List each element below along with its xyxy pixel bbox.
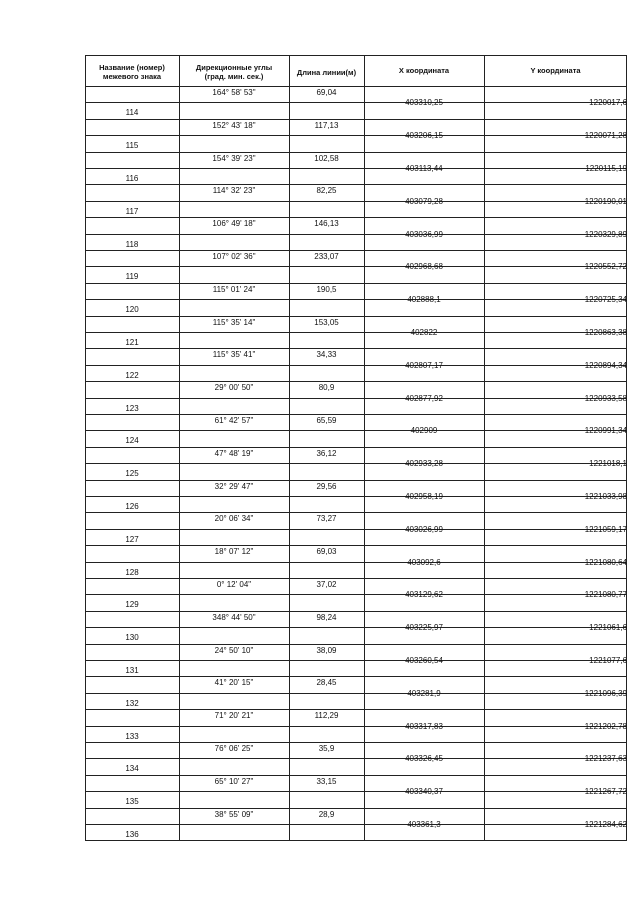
row-divider xyxy=(85,447,627,448)
point-name-cell: 130 xyxy=(125,633,139,643)
header-y: Y координата xyxy=(530,66,581,75)
direction-angle-cell: 32° 29' 47" xyxy=(214,481,254,491)
x-coordinate-cell: 402909 xyxy=(410,426,438,436)
line-length-cell: 190,5 xyxy=(316,284,337,294)
x-coordinate-cell: 402958,19 xyxy=(405,492,443,501)
line-length-cell: 34,33 xyxy=(316,350,337,360)
y-coordinate-cell: 1220991,34 xyxy=(584,426,627,436)
x-coordinate-cell: 403260,54 xyxy=(405,656,443,665)
x-coordinate-cell: 402888,1 xyxy=(407,295,441,305)
y-coordinate-cell: 1221237,63 xyxy=(584,754,627,764)
header-angle-line2: (град. мин. сек.) xyxy=(204,72,264,81)
point-name-cell: 123 xyxy=(125,403,139,413)
point-name-cell: 125 xyxy=(125,469,139,479)
row-divider xyxy=(85,184,627,185)
line-length-cell: 38,09 xyxy=(316,645,337,655)
x-coordinate-cell: 403326,45 xyxy=(405,754,443,764)
direction-angle-cell: 38° 55' 09" xyxy=(214,809,254,819)
direction-angle-cell: 115° 35' 41" xyxy=(212,350,256,360)
point-name-cell: 132 xyxy=(125,698,139,708)
direction-angle-cell: 164° 58' 53" xyxy=(212,88,256,97)
x-coordinate-cell: 403206,15 xyxy=(405,131,443,141)
point-name-cell: 128 xyxy=(125,567,139,577)
header-name-line2: межевого знака xyxy=(102,72,162,81)
direction-angle-cell: 115° 01' 24" xyxy=(212,284,256,294)
x-coordinate-cell: 403310,25 xyxy=(405,98,443,108)
row-divider xyxy=(85,414,627,415)
direction-angle-cell: 106° 49' 18" xyxy=(212,219,256,229)
x-coordinate-cell: 402877,92 xyxy=(405,393,443,403)
header-angle xyxy=(179,63,289,81)
point-name-cell: 116 xyxy=(125,174,139,183)
y-coordinate-cell: 1220725,34 xyxy=(584,295,627,305)
point-name-cell: 127 xyxy=(125,534,139,544)
x-coordinate-cell: 403225,97 xyxy=(405,623,443,633)
line-length-cell: 82,25 xyxy=(316,186,337,196)
row-divider xyxy=(85,709,627,710)
x-coordinate-cell: 403361,3 xyxy=(407,820,441,829)
point-name-cell: 134 xyxy=(125,764,139,774)
line-length-cell: 153,05 xyxy=(314,317,339,327)
y-coordinate-cell: 1221096,39 xyxy=(584,688,627,698)
row-divider xyxy=(85,250,627,251)
y-coordinate-cell: 1220115,19 xyxy=(585,164,627,173)
point-name-cell: 118 xyxy=(125,239,139,249)
point-name-cell: 119 xyxy=(125,272,139,282)
y-coordinate-cell: 1221080,77 xyxy=(584,590,627,600)
point-name-cell: 114 xyxy=(125,108,139,118)
y-coordinate-cell: 1221059,17 xyxy=(584,524,627,534)
x-coordinate-cell: 402968,68 xyxy=(405,262,443,272)
line-length-cell: 28,45 xyxy=(316,678,337,688)
y-coordinate-cell: 1220071,28 xyxy=(584,131,627,141)
row-divider xyxy=(85,381,627,382)
row-divider xyxy=(85,55,627,56)
direction-angle-cell: 29° 00' 50" xyxy=(214,383,254,393)
row-divider xyxy=(85,676,627,677)
line-length-cell: 69,04 xyxy=(316,88,337,97)
x-coordinate-cell: 403079,28 xyxy=(405,196,443,206)
y-coordinate-cell: 1221033,98 xyxy=(584,492,627,501)
y-coordinate-cell: 1221202,78 xyxy=(584,721,627,731)
y-coordinate-cell: 1220329,89 xyxy=(584,229,627,239)
direction-angle-cell: 61° 42' 57" xyxy=(214,416,254,425)
y-coordinate-cell: 1221267,72 xyxy=(584,787,627,797)
x-coordinate-cell: 403340,37 xyxy=(405,787,443,797)
row-divider xyxy=(85,119,627,120)
line-length-cell: 73,27 xyxy=(316,514,337,524)
row-divider xyxy=(85,152,627,153)
point-name-cell: 133 xyxy=(125,731,139,741)
line-length-cell: 28,9 xyxy=(318,809,335,819)
row-divider xyxy=(85,545,627,546)
line-length-cell: 35,9 xyxy=(318,744,335,753)
direction-angle-cell: 154° 39' 23" xyxy=(212,153,256,163)
line-length-cell: 36,12 xyxy=(316,448,337,458)
point-name-cell: 129 xyxy=(125,600,139,610)
row-divider xyxy=(85,348,627,349)
line-length-cell: 29,56 xyxy=(316,481,337,491)
line-length-cell: 98,24 xyxy=(316,612,337,622)
y-coordinate-cell: 1220933,58 xyxy=(584,393,627,403)
line-length-cell: 69,03 xyxy=(316,547,337,557)
x-coordinate-cell: 402807,17 xyxy=(405,360,443,370)
row-divider xyxy=(85,644,627,645)
y-coordinate-cell: 1221061,6 xyxy=(589,623,627,633)
header-x: X координата xyxy=(398,66,450,75)
direction-angle-cell: 18° 07' 12" xyxy=(214,547,254,557)
header-name-line1: Название (номер) xyxy=(99,63,165,72)
boundary-coordinates-table xyxy=(85,55,627,841)
y-coordinate-cell: 1220552,72 xyxy=(584,262,627,272)
x-coordinate-cell: 403129,62 xyxy=(405,590,443,600)
direction-angle-cell: 24° 50' 10" xyxy=(214,645,254,655)
point-name-cell: 120 xyxy=(125,305,139,315)
point-name-cell: 131 xyxy=(125,666,139,675)
row-divider xyxy=(85,775,627,776)
direction-angle-cell: 65° 10' 27" xyxy=(214,776,254,786)
y-coordinate-cell: 1221018,1 xyxy=(589,459,627,469)
y-coordinate-cell: 1221284,62 xyxy=(584,820,627,829)
line-length-cell: 146,13 xyxy=(314,219,339,229)
y-coordinate-cell: 1220017,6 xyxy=(589,98,627,108)
row-divider xyxy=(85,86,627,87)
point-name-cell: 135 xyxy=(125,797,139,807)
line-length-cell: 37,02 xyxy=(316,580,337,589)
column-divider xyxy=(85,55,86,841)
x-coordinate-cell: 402933,28 xyxy=(405,459,443,469)
row-divider xyxy=(85,480,627,481)
header-angle-line1: Дирекционные углы xyxy=(195,63,273,72)
direction-angle-cell: 115° 35' 14" xyxy=(212,317,256,327)
line-length-cell: 233,07 xyxy=(314,252,339,261)
x-coordinate-cell: 403092,6 xyxy=(407,557,441,567)
row-divider xyxy=(85,283,627,284)
row-divider xyxy=(85,217,627,218)
point-name-cell: 124 xyxy=(125,436,139,446)
point-name-cell: 122 xyxy=(125,370,139,380)
direction-angle-cell: 114° 32' 23" xyxy=(212,186,256,196)
header-name xyxy=(85,63,179,81)
y-coordinate-cell: 1221077,6 xyxy=(589,656,627,665)
line-length-cell: 102,58 xyxy=(314,153,339,163)
row-divider xyxy=(85,512,627,513)
y-coordinate-cell: 1220190,01 xyxy=(584,196,627,206)
line-length-cell: 80,9 xyxy=(318,383,335,393)
line-length-cell: 117,13 xyxy=(314,120,339,130)
y-coordinate-cell: 1220863,38 xyxy=(584,328,627,337)
x-coordinate-cell: 403036,99 xyxy=(405,229,443,239)
direction-angle-cell: 152° 43' 18" xyxy=(212,120,256,130)
row-divider xyxy=(85,808,627,809)
point-name-cell: 126 xyxy=(125,502,139,511)
point-name-cell: 136 xyxy=(125,830,139,839)
line-length-cell: 33,15 xyxy=(316,776,337,786)
direction-angle-cell: 348° 44' 50" xyxy=(212,612,256,622)
direction-angle-cell: 0° 12' 04" xyxy=(216,580,252,589)
point-name-cell: 121 xyxy=(125,338,139,347)
row-divider xyxy=(85,611,627,612)
direction-angle-cell: 20° 06' 34" xyxy=(214,514,254,524)
direction-angle-cell: 107° 02' 36" xyxy=(212,252,256,261)
row-divider xyxy=(85,316,627,317)
x-coordinate-cell: 403281,9 xyxy=(407,688,441,698)
x-coordinate-cell: 402822 xyxy=(410,328,438,337)
line-length-cell: 112,29 xyxy=(314,711,339,721)
direction-angle-cell: 47° 48' 19" xyxy=(214,448,254,458)
row-divider xyxy=(85,742,627,743)
line-length-cell: 65,59 xyxy=(316,416,337,425)
row-divider xyxy=(85,840,627,841)
direction-angle-cell: 76° 06' 25" xyxy=(214,744,254,753)
point-name-cell: 115 xyxy=(125,141,139,151)
header-length: Длина линии(м) xyxy=(296,68,357,77)
y-coordinate-cell: 1221080,64 xyxy=(584,557,627,567)
direction-angle-cell: 41° 20' 15" xyxy=(214,678,254,688)
x-coordinate-cell: 403113,44 xyxy=(405,164,443,173)
point-name-cell: 117 xyxy=(125,206,139,216)
row-divider xyxy=(85,578,627,579)
direction-angle-cell: 71° 20' 21" xyxy=(214,711,254,721)
y-coordinate-cell: 1220894,34 xyxy=(584,360,627,370)
x-coordinate-cell: 403317,83 xyxy=(405,721,443,731)
x-coordinate-cell: 403026,99 xyxy=(405,524,443,534)
